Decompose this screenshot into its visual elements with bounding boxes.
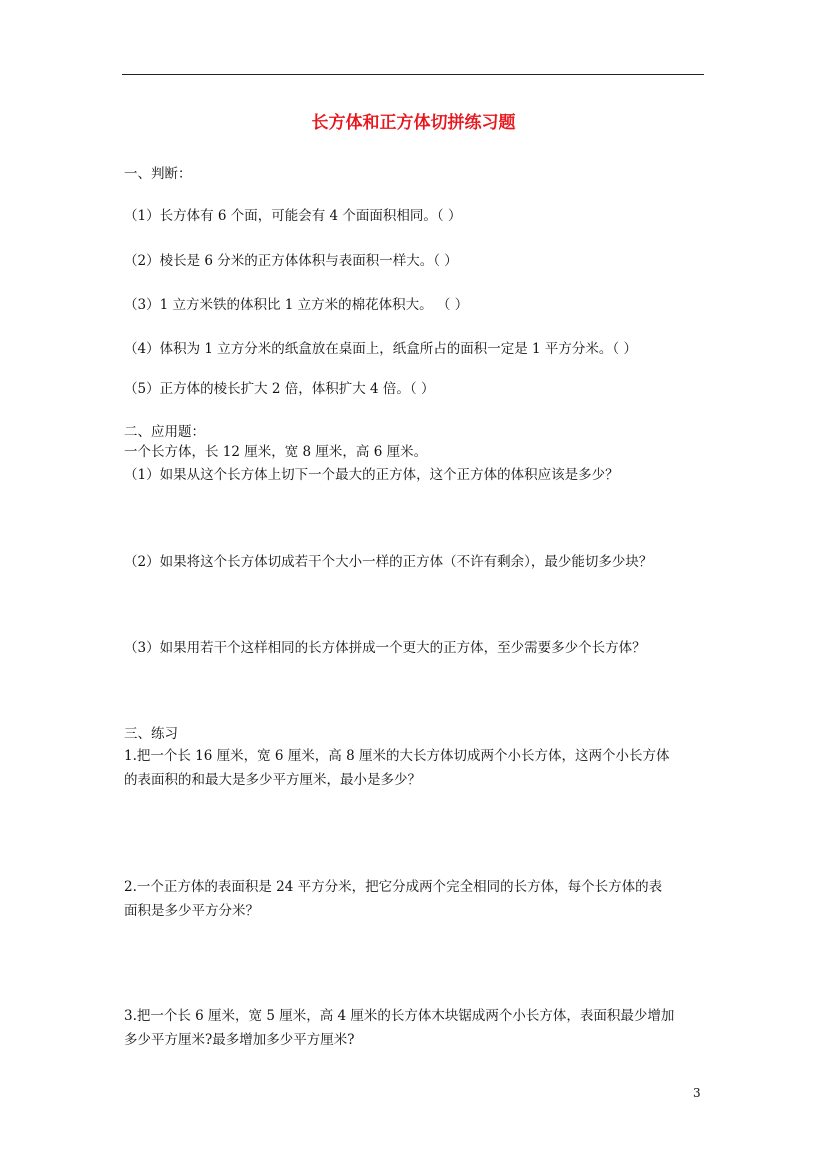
section-2-intro: 一个长方体，长 12 厘米，宽 8 厘米，高 6 厘米。 [124, 444, 428, 460]
question-3: （3）如果用若干个这样相同的长方体拼成一个更大的正方体，至少需要多少个长方体？ [124, 640, 646, 656]
question-1: （1）如果从这个长方体上切下一个最大的正方体，这个正方体的体积应该是多少？ [124, 467, 619, 483]
section-1-heading: 一、判断： [124, 166, 192, 182]
page-number: 3 [693, 1086, 701, 1100]
exercise-2-line-1: 2.一个正方体的表面积是 24 平方分米，把它分成两个完全相同的长方体，每个长方体的表 [124, 879, 663, 895]
section-3-heading: 三、练习 [124, 726, 178, 742]
exercise-3-line-2: 多少平方厘米?最多增加多少平方厘米? [124, 1032, 355, 1048]
judgment-item-1: （1）长方体有 6 个面，可能会有 4 个面面积相同。（ ） [124, 208, 462, 224]
question-2: （2）如果将这个长方体切成若干个大小一样的正方体（不许有剩余），最少能切多少块？ [124, 554, 653, 570]
header-rule [122, 74, 704, 75]
judgment-item-4: （4）体积为 1 立方分米的纸盒放在桌面上，纸盒所占的面积一定是 1 平方分米。（ ） [124, 341, 637, 357]
judgment-item-5: （5）正方体的棱长扩大 2 倍，体积扩大 4 倍。（ ） [124, 381, 435, 397]
exercise-3-line-1: 3.把一个长 6 厘米，宽 5 厘米，高 4 厘米的长方体木块锯成两个小长方体，表面积最少增加 [124, 1008, 675, 1024]
exercise-2-line-2: 面积是多少平方分米？ [124, 903, 259, 919]
page-title: 长方体和正方体切拼练习题 [311, 113, 516, 133]
judgment-item-2: （2）棱长是 6 分米的正方体体积与表面积一样大。（ ） [124, 253, 458, 269]
exercise-1-line-2: 的表面积的和最大是多少平方厘米，最小是多少？ [124, 772, 421, 788]
section-2-heading: 二、应用题： [124, 424, 205, 440]
judgment-item-3: （3）1 立方米铁的体积比 1 立方米的棉花体积大。 （ ） [124, 297, 469, 313]
exercise-1-line-1: 1.把一个长 16 厘米，宽 6 厘米，高 8 厘米的大长方体切成两个小长方体，这两个小长方体 [124, 748, 670, 764]
